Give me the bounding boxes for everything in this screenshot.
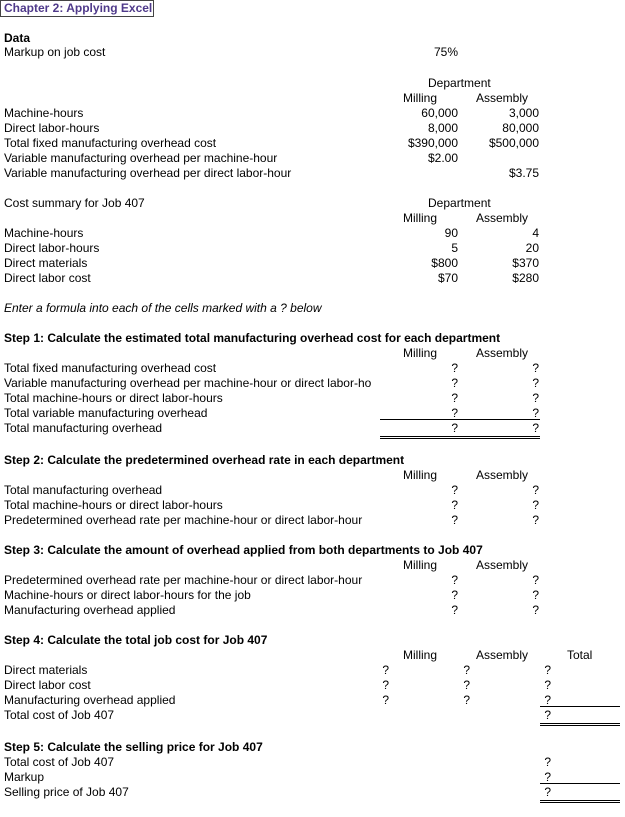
formula-cell[interactable]: ? — [544, 708, 551, 722]
assembly-col-header: Assembly — [476, 211, 529, 225]
milling-col-header: Milling — [403, 211, 438, 225]
data-row-milling[interactable]: $390,000 — [407, 136, 458, 150]
formula-cell[interactable]: ? — [382, 678, 389, 692]
formula-cell[interactable]: ? — [451, 498, 458, 512]
step2-heading: Step 2: Calculate the predetermined overhead rate in each department — [4, 453, 405, 467]
data-row-milling[interactable]: 60,000 — [421, 106, 458, 120]
step4-heading: Step 4: Calculate the total job cost for Job 407 — [4, 633, 268, 647]
step3-heading: Step 3: Calculate the amount of overhead applied from both departments to Job 407 — [4, 543, 483, 557]
total-double-line — [540, 723, 620, 726]
formula-cell[interactable]: ? — [544, 678, 551, 692]
summary-row-milling[interactable]: 90 — [444, 226, 458, 240]
formula-cell[interactable]: ? — [532, 588, 539, 602]
data-row-label: Variable manufacturing overhead per direct labor-hour — [4, 166, 292, 180]
summary-row-label: Direct labor cost — [4, 271, 91, 285]
milling-col-header: Milling — [403, 558, 438, 572]
summary-row-milling[interactable]: 5 — [451, 241, 458, 255]
formula-cell[interactable]: ? — [451, 376, 458, 390]
step2-row-label: Predetermined overhead rate per machine-hour or direct labor-hour — [4, 513, 363, 527]
cost-summary-heading: Cost summary for Job 407 — [4, 196, 145, 210]
formula-cell[interactable]: ? — [544, 693, 551, 707]
formula-cell[interactable]: ? — [532, 376, 539, 390]
page-title: Chapter 2: Applying Excel — [4, 1, 153, 15]
formula-cell[interactable]: ? — [451, 588, 458, 602]
formula-cell[interactable]: ? — [463, 693, 470, 707]
formula-cell[interactable]: ? — [451, 421, 458, 435]
assembly-col-header: Assembly — [476, 468, 529, 482]
step5-row-label: Total cost of Job 407 — [4, 755, 115, 769]
data-row-assembly[interactable]: $3.75 — [508, 166, 539, 180]
department-heading: Department — [428, 196, 491, 210]
data-heading: Data — [4, 31, 31, 45]
formula-cell[interactable]: ? — [451, 483, 458, 497]
step3-row-label: Machine-hours or direct labor-hours for the job — [4, 588, 251, 602]
summary-row-label: Direct materials — [4, 256, 88, 270]
formula-cell[interactable]: ? — [451, 361, 458, 375]
selected-cell-border[interactable] — [0, 0, 154, 17]
formula-cell[interactable]: ? — [382, 663, 389, 677]
milling-col-header: Milling — [403, 346, 438, 360]
step5-row-label: Markup — [4, 770, 45, 784]
formula-cell[interactable]: ? — [532, 498, 539, 512]
step2-row-label: Total manufacturing overhead — [4, 483, 163, 497]
formula-cell[interactable]: ? — [532, 573, 539, 587]
milling-col-header: Milling — [403, 648, 438, 662]
step4-row-label: Direct labor cost — [4, 678, 91, 692]
summary-row-assembly[interactable]: $280 — [512, 271, 539, 285]
formula-cell[interactable]: ? — [463, 663, 470, 677]
step1-row-label: Total machine-hours or direct labor-hours — [4, 391, 223, 405]
step1-row-label: Total variable manufacturing overhead — [4, 406, 208, 420]
assembly-col-header: Assembly — [476, 558, 529, 572]
data-row-assembly[interactable]: $500,000 — [488, 136, 539, 150]
formula-cell[interactable]: ? — [451, 603, 458, 617]
formula-cell[interactable]: ? — [463, 678, 470, 692]
step1-row-label: Total manufacturing overhead — [4, 421, 163, 435]
formula-cell[interactable]: ? — [544, 663, 551, 677]
step1-heading: Step 1: Calculate the estimated total manufacturing overhead cost for each department — [4, 331, 501, 345]
instruction-text: Enter a formula into each of the cells marked with a ? below — [4, 301, 322, 315]
step4-row-label: Direct materials — [4, 663, 88, 677]
formula-cell[interactable]: ? — [532, 361, 539, 375]
formula-cell[interactable]: ? — [532, 483, 539, 497]
data-row-assembly[interactable]: 80,000 — [502, 121, 539, 135]
summary-row-label: Machine-hours — [4, 226, 84, 240]
step5-row-label: Selling price of Job 407 — [4, 785, 129, 799]
formula-cell[interactable]: ? — [532, 513, 539, 527]
step3-row-label: Manufacturing overhead applied — [4, 603, 176, 617]
formula-cell[interactable]: ? — [544, 770, 551, 784]
step4-row-label: Manufacturing overhead applied — [4, 693, 176, 707]
assembly-col-header: Assembly — [476, 91, 529, 105]
milling-col-header: Milling — [403, 91, 438, 105]
data-row-label: Variable manufacturing overhead per machine-hour — [4, 151, 278, 165]
step4-row-label: Total cost of Job 407 — [4, 708, 115, 722]
markup-value[interactable]: 75% — [433, 45, 458, 59]
assembly-col-header: Assembly — [476, 648, 529, 662]
total-double-line — [380, 436, 540, 439]
summary-row-milling[interactable]: $800 — [431, 256, 458, 270]
formula-cell[interactable]: ? — [451, 573, 458, 587]
assembly-col-header: Assembly — [476, 346, 529, 360]
data-row-label: Machine-hours — [4, 106, 84, 120]
formula-cell[interactable]: ? — [532, 603, 539, 617]
formula-cell[interactable]: ? — [532, 406, 539, 420]
summary-row-label: Direct labor-hours — [4, 241, 100, 255]
markup-label: Markup on job cost — [4, 45, 106, 59]
summary-row-assembly[interactable]: $370 — [512, 256, 539, 270]
step1-row-label: Total fixed manufacturing overhead cost — [4, 361, 217, 375]
step3-row-label: Predetermined overhead rate per machine-hour or direct labor-hour — [4, 573, 363, 587]
formula-cell[interactable]: ? — [451, 513, 458, 527]
summary-row-assembly[interactable]: 20 — [525, 241, 539, 255]
data-row-milling[interactable]: $2.00 — [427, 151, 458, 165]
subtotal-line — [380, 419, 540, 420]
data-row-label: Total fixed manufacturing overhead cost — [4, 136, 217, 150]
subtotal-line — [540, 706, 620, 707]
formula-cell[interactable]: ? — [532, 391, 539, 405]
summary-row-milling[interactable]: $70 — [437, 271, 458, 285]
department-heading: Department — [428, 76, 491, 90]
formula-cell[interactable]: ? — [451, 406, 458, 420]
step5-heading: Step 5: Calculate the selling price for Job 407 — [4, 740, 263, 754]
total-double-line — [540, 800, 620, 803]
formula-cell[interactable]: ? — [544, 755, 551, 769]
step1-row-label: Variable manufacturing overhead per machine-hour or direct labor-ho — [4, 376, 372, 390]
data-row-milling[interactable]: 8,000 — [427, 121, 458, 135]
milling-col-header: Milling — [403, 468, 438, 482]
formula-cell[interactable]: ? — [382, 693, 389, 707]
summary-row-assembly[interactable]: 4 — [532, 226, 539, 240]
data-row-assembly[interactable]: 3,000 — [508, 106, 539, 120]
total-col-header: Total — [567, 648, 593, 662]
formula-cell[interactable]: ? — [451, 391, 458, 405]
subtotal-line — [540, 783, 620, 784]
data-row-label: Direct labor-hours — [4, 121, 100, 135]
formula-cell[interactable]: ? — [532, 421, 539, 435]
formula-cell[interactable]: ? — [544, 785, 551, 799]
step2-row-label: Total machine-hours or direct labor-hours — [4, 498, 223, 512]
